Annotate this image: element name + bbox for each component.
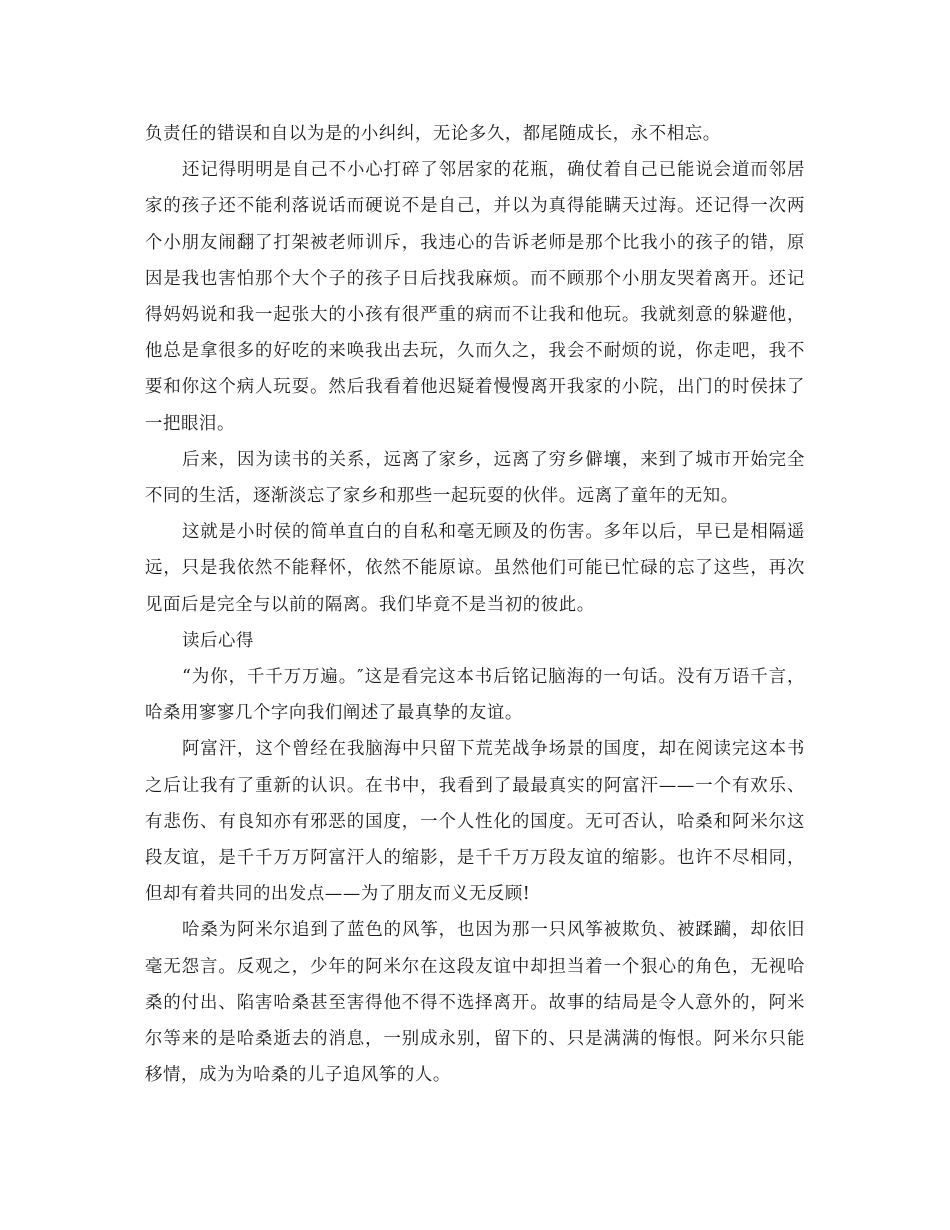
paragraph-for-you: “为你，千千万万遍。″这是看完这本书后铭记脑海的一句话。没有万语千言，哈桑用寥寥几个字向我们阐述了最真挚的友谊。 <box>145 667 805 724</box>
section-heading-reading-notes: 读后心得 <box>182 630 254 651</box>
paragraph-kite: 哈桑为阿米尔追到了蓝色的风筝，也因为那一只风筝被欺负、被蹂躏，却依旧毫无怨言。反观之，少年的阿米尔在这段友谊中却担当着一个狠心的角色，无视哈桑的付出、陷害哈桑甚至害得他不得不选择离开。故事的结局是令人意外的，阿米尔等来的是哈桑逝去的消息，一别成永别，留下的、只是满满的悔恨。阿米尔只能移情，成为为哈桑的儿子追风筝的人。 <box>145 920 805 1086</box>
paragraph-afghanistan: 阿富汗，这个曾经在我脑海中只留下荒芜战争场景的国度，却在阅读完这本书之后让我有了重新的认识。在书中，我看到了最最真实的阿富汗——一个有欢乐、有悲伤、有良知亦有邪恶的国度，一个人性化的国度。无可否认，哈桑和阿米尔这段友谊，是千千万万阿富汗人的缩影，是千千万万段友谊的缩影。也许不尽相同，但却有着共同的出发点——为了朋友而义无反顾! <box>145 739 805 905</box>
paragraph-childhood-memories: 还记得明明是自己不小心打碎了邻居家的花瓶，确仗着自己已能说会道而邻居家的孩子还不能利落说话而硬说不是自己，并以为真得能瞒天过海。还记得一次两个小朋友闹翻了打架被老师训斥，我违心的告诉老师是那个比我小的孩子的错，原因是我也害怕那个大个子的孩子日后找我麻烦。而不顾那个小朋友哭着离开。还记得妈妈说和我一起张大的小孩有很严重的病而不让我和他玩。我就刻意的躲避他，他总是拿很多的好吃的来唤我出去玩，久而久之，我会不耐烦的说，你走吧，我不要和你这个病人玩耍。然后我看着他迟疑着慢慢离开我家的小院，出门的时侯抹了一把眼泪。 <box>145 160 805 434</box>
paragraph-regret: 这就是小时侯的简单直白的自私和毫无顾及的伤害。多年以后，早已是相隔遥远，只是我依然不能释怀，依然不能原谅。虽然他们可能已忙碌的忘了这些，再次见面后是完全与以前的隔离。我们毕竟不是当初的彼此。 <box>145 522 805 615</box>
paragraph-leaving-home: 后来，因为读书的关系，远离了家乡，远离了穷乡僻壤，来到了城市开始完全不同的生活，逐渐淡忘了家乡和那些一起玩耍的伙伴。远离了童年的无知。 <box>145 449 805 507</box>
document-page <box>145 116 805 1093</box>
paragraph-continuation: 负责任的错误和自以为是的小纠纠，无论多久，都尾随成长，永不相忘。 <box>145 124 721 144</box>
